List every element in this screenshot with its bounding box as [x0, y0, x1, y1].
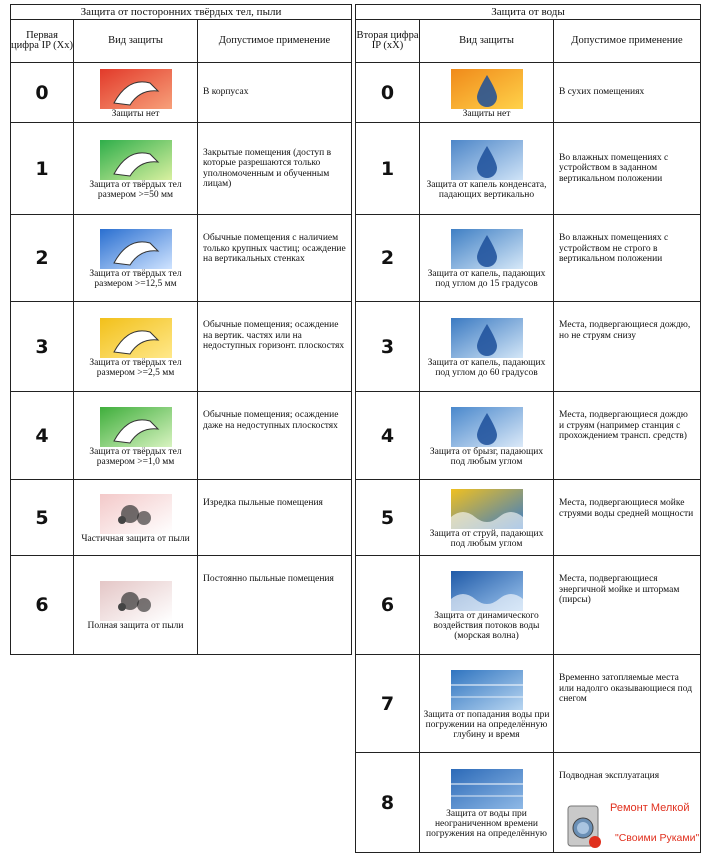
protection-cell: [74, 123, 198, 215]
usage-cell: Временно затопляемые места или надолго оказывающиеся под снегом: [554, 655, 701, 753]
protection-label: Защита от капель, падающих под углом до 15 градусов: [427, 269, 546, 289]
ip-digit: 3: [356, 302, 420, 392]
protection-cell: [74, 392, 198, 480]
usage-header: Допустимое применение: [554, 20, 701, 63]
ip-digit: 0: [356, 63, 420, 123]
finger-icon: [100, 229, 172, 269]
splash-icon: [451, 407, 523, 447]
drop-60-icon: [451, 318, 523, 358]
protection-label: Защита от попадания воды при погружении на определённую глубину и время: [423, 709, 550, 740]
ip-digit: 3: [11, 302, 74, 392]
usage-cell: Места, подвергающиеся энергичной мойке и штормам (пирсы): [554, 556, 701, 655]
protection-cell: [420, 302, 554, 392]
table-row: [11, 302, 352, 392]
first-digit-header: Первая цифра IP (Xx): [11, 20, 74, 63]
ip-digit: 1: [11, 123, 74, 215]
hand-icon: [100, 69, 172, 109]
protection-cell: [420, 392, 554, 480]
ip-digit: 5: [11, 480, 74, 556]
table-row: [356, 753, 701, 853]
ip-digit: 2: [356, 215, 420, 302]
protection-label: Защиты нет: [462, 108, 511, 119]
table-row: [356, 123, 701, 215]
usage-cell: Подводная эксплуатация: [554, 753, 701, 853]
table-row: [11, 215, 352, 302]
protection-cell: [74, 480, 198, 556]
protection-label: Защита от струй, падающих под любым углом: [429, 528, 544, 549]
protection-type-header: Вид защиты: [74, 20, 198, 63]
protection-label: Защита от капель конденсата, падающих вертикально: [426, 179, 547, 200]
protection-label: Частичная защита от пыли: [81, 533, 190, 544]
ip-digit: 7: [356, 655, 420, 753]
water-protection-table: [355, 4, 701, 853]
protection-label: Защита от капель, падающих под углом до 60 градусов: [427, 357, 546, 378]
protection-label: Защита от воды при неограниченном времени погружения на определённую: [426, 808, 547, 839]
table-row: [356, 655, 701, 753]
table-row: [356, 215, 701, 302]
protection-cell: [74, 302, 198, 392]
usage-cell: Во влажных помещениях с устройством не строго в вертикальном положении: [554, 215, 701, 302]
immersion-icon: [451, 670, 523, 710]
dust-full-icon: [100, 581, 172, 621]
table-row: [11, 480, 352, 556]
protection-cell: [74, 215, 198, 302]
usage-cell: Места, подвергающиеся мойке струями воды средней мощности: [554, 480, 701, 556]
usage-cell: Изредка пыльные помещения: [198, 480, 352, 556]
usage-header: Допустимое применение: [198, 20, 352, 63]
table-row: [11, 63, 352, 123]
protection-cell: [420, 123, 554, 215]
usage-cell: Обычные помещения; осаждение на вертик. частях или на недоступных горизонт. плоскостях: [198, 302, 352, 392]
usage-cell: Постоянно пыльные помещения: [198, 556, 352, 655]
ip-digit: 5: [356, 480, 420, 556]
drop-icon: [451, 69, 523, 109]
protection-label: Защита от твёрдых тел размером >=12,5 мм: [89, 269, 182, 289]
protection-cell: [420, 480, 554, 556]
protection-label: Защита от твёрдых тел размером >=50 мм: [89, 179, 182, 200]
protection-label: Защита от твёрдых тел размером >=1,0 мм: [89, 446, 182, 467]
dust-partial-icon: [100, 494, 172, 534]
usage-cell: Места, подвергающиеся дождю и струям (например станция с прохождением трансп. средств): [554, 392, 701, 480]
ip-digit: 4: [356, 392, 420, 480]
protection-cell: [74, 63, 198, 123]
solids-protection-table: [10, 4, 352, 655]
usage-cell: В сухих помещениях: [554, 63, 701, 123]
ip-digit: 2: [11, 215, 74, 302]
usage-cell: Места, подвергающиеся дождю, но не струям снизу: [554, 302, 701, 392]
usage-cell: Обычные помещения с наличием только крупных частиц; осаждение на вертикальных стенках: [198, 215, 352, 302]
protection-cell: [420, 655, 554, 753]
protection-label: Защиты нет: [111, 108, 160, 119]
table-row: [11, 392, 352, 480]
drop-15-icon: [451, 229, 523, 269]
tool-icon: [100, 318, 172, 358]
usage-cell: В корпусах: [198, 63, 352, 123]
protection-label: Защита от динамического воздействия потоков воды (морская волна): [433, 611, 540, 641]
ip-digit: 0: [11, 63, 74, 123]
ip-digit: 6: [356, 556, 420, 655]
table-row: [356, 302, 701, 392]
table-row: [356, 556, 701, 655]
table-row: [356, 480, 701, 556]
protection-cell: [420, 753, 554, 853]
wave-icon: [451, 571, 523, 611]
table-row: [11, 556, 352, 655]
wire-icon: [100, 407, 172, 447]
solids-table-title: Защита от посторонних твёрдых тел, пыли: [11, 5, 352, 20]
protection-label: Защита от брызг, падающих под любым углом: [429, 446, 544, 467]
submersion-icon: [451, 769, 523, 809]
watermark-line-2: "Своими Руками": [615, 832, 700, 844]
table-row: [356, 392, 701, 480]
ip-digit: 1: [356, 123, 420, 215]
ip-digit: 6: [11, 556, 74, 655]
protection-label: Защита от твёрдых тел размером >=2,5 мм: [89, 357, 182, 378]
palm-icon: [100, 140, 172, 180]
protection-cell: [420, 215, 554, 302]
protection-cell: [420, 556, 554, 655]
usage-cell: Закрытые помещения (доступ в которые разрешаются только уполномоченным и обученным лицам): [198, 123, 352, 215]
protection-cell: [420, 63, 554, 123]
water-table-title: Защита от воды: [356, 5, 701, 20]
drop-vertical-icon: [451, 140, 523, 180]
protection-label: Полная защита от пыли: [87, 621, 184, 631]
ip-digit: 4: [11, 392, 74, 480]
usage-cell: Обычные помещения; осаждение даже на недоступных плоскостях: [198, 392, 352, 480]
protection-cell: [74, 556, 198, 655]
table-row: [11, 123, 352, 215]
ip-digit: 8: [356, 753, 420, 853]
usage-cell: Во влажных помещениях с устройством в заданном вертикальном положении: [554, 123, 701, 215]
watermark-line-1: Ремонт Мелкой: [610, 802, 690, 814]
jet-icon: [451, 489, 523, 529]
second-digit-header: Вторая цифра IP (xX): [356, 20, 420, 63]
table-row: [356, 63, 701, 123]
protection-type-header: Вид защиты: [420, 20, 554, 63]
